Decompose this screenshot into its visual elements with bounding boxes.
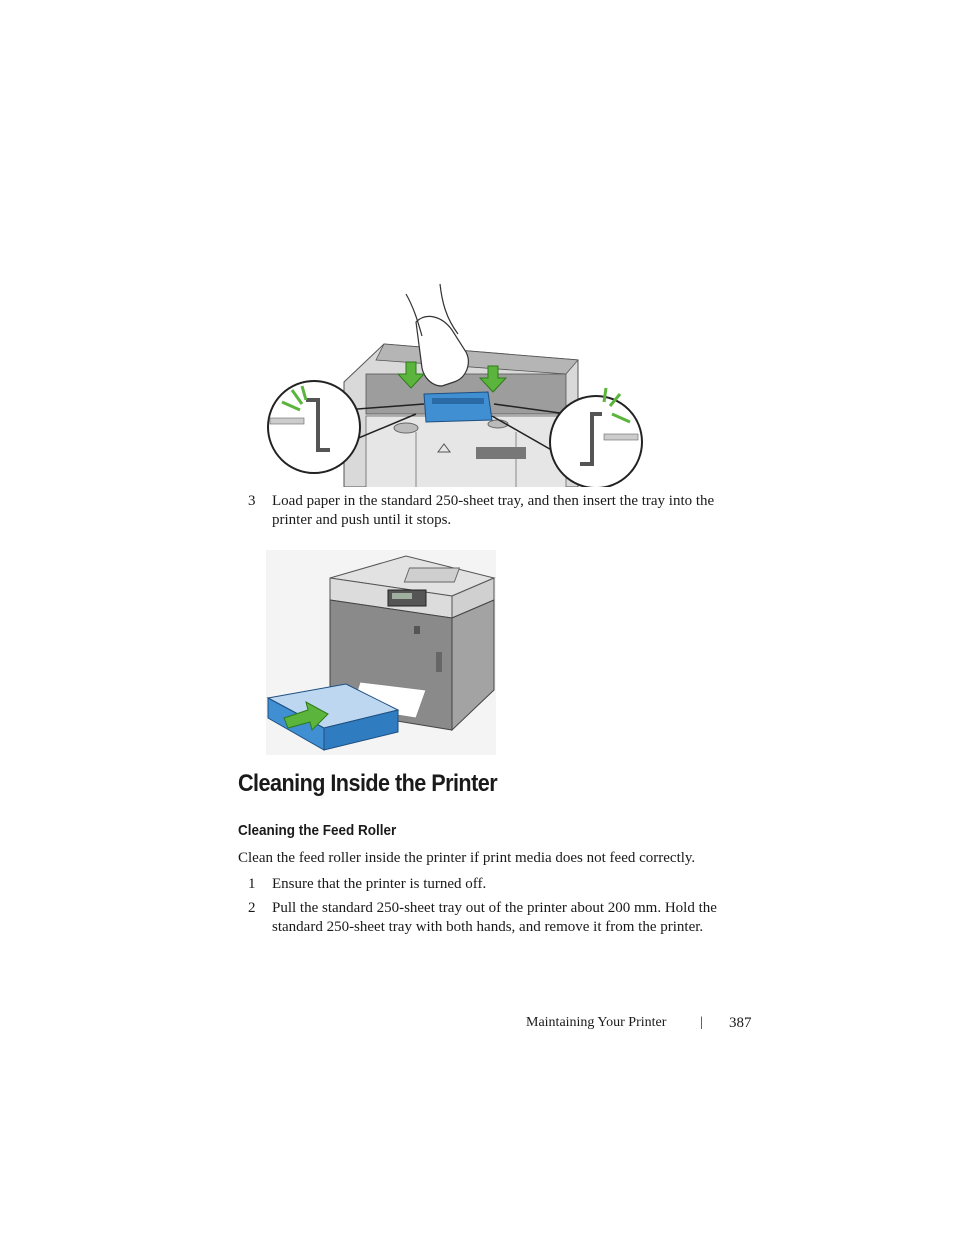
step-2: [238, 899, 738, 939]
step-text: Pull the standard 250-sheet tray out of the printer about 200 mm. Hold the standard 250-sheet tray with both hands, and remove it from the printer.: [272, 900, 717, 935]
footer-separator: |: [700, 1015, 703, 1030]
step-text: Load paper in the standard 250-sheet tray, and then insert the tray into the printer and push until it stops.: [272, 493, 715, 528]
intro-paragraph: Clean the feed roller inside the printer if print media does not feed correctly.: [238, 850, 696, 866]
step-number: 1: [248, 876, 256, 892]
footer-section-name: Maintaining Your Printer: [526, 1015, 667, 1030]
section-title: Cleaning Inside the Printer: [238, 770, 498, 797]
tray-guides-figure: [266, 282, 646, 487]
step-3: [238, 492, 738, 532]
step-number: 3: [248, 493, 256, 509]
printer-tray-insert-illustration-icon: [266, 550, 496, 755]
step-1: [238, 875, 738, 895]
step-text: Ensure that the printer is turned off.: [272, 876, 487, 892]
subsection-title: Cleaning the Feed Roller: [238, 822, 397, 839]
page-number: 387: [729, 1015, 752, 1031]
paper-guide-adjust-illustration-icon: [266, 282, 646, 487]
step-number: 2: [248, 900, 256, 916]
tray-insert-figure: [266, 550, 496, 755]
